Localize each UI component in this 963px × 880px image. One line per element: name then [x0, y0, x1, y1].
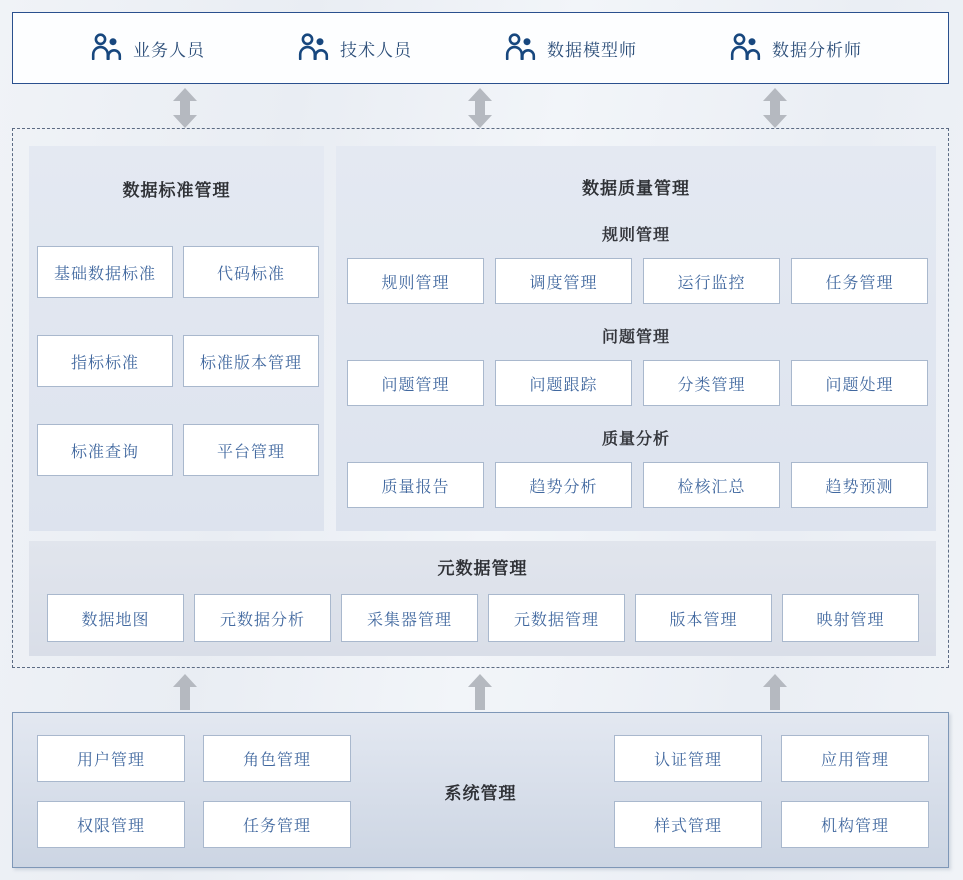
panel-title: 数据标准管理 — [122, 181, 231, 200]
module-box: 权限管理 — [37, 801, 185, 848]
module-box: 认证管理 — [614, 735, 762, 782]
panel-data-quality — [336, 146, 936, 531]
module-box: 问题处理 — [791, 360, 928, 406]
module-box: 分类管理 — [643, 360, 780, 406]
section-subtitle: 问题管理 — [601, 329, 670, 346]
module-box: 应用管理 — [781, 735, 929, 782]
module-box: 平台管理 — [183, 424, 319, 476]
quality-issue-row — [347, 360, 928, 406]
section-subtitle: 质量分析 — [601, 431, 670, 448]
quality-analysis-row — [347, 462, 928, 508]
module-box: 版本管理 — [635, 594, 772, 642]
module-box: 元数据管理 — [488, 594, 625, 642]
module-box: 角色管理 — [203, 735, 351, 782]
panel-system — [12, 712, 949, 868]
module-box: 样式管理 — [614, 801, 762, 848]
module-box: 任务管理 — [203, 801, 351, 848]
double-arrow-icon — [172, 88, 198, 128]
module-box: 机构管理 — [781, 801, 929, 848]
module-box: 数据地图 — [47, 594, 184, 642]
users-icon — [91, 32, 122, 65]
module-box: 趋势分析 — [495, 462, 632, 508]
module-box: 指标标准 — [37, 335, 173, 387]
role-label: 技术人员 — [340, 40, 412, 60]
users-icon — [505, 32, 536, 65]
role-business — [91, 32, 205, 65]
platform-container — [12, 128, 949, 668]
module-box: 采集器管理 — [341, 594, 478, 642]
double-arrow-icon — [762, 88, 788, 128]
role-label: 数据模型师 — [547, 40, 637, 60]
module-box: 问题管理 — [347, 360, 484, 406]
module-box: 调度管理 — [495, 258, 632, 304]
standard-module-grid — [37, 246, 319, 476]
module-box: 检核汇总 — [643, 462, 780, 508]
module-box: 规则管理 — [347, 258, 484, 304]
role-label: 业务人员 — [133, 40, 205, 60]
up-arrow-icon — [762, 674, 788, 710]
double-arrow-icon — [467, 88, 493, 128]
module-box: 标准查询 — [37, 424, 173, 476]
role-data-analyst — [730, 32, 862, 65]
module-box: 运行监控 — [643, 258, 780, 304]
up-arrow-icon — [172, 674, 198, 710]
role-technical — [298, 32, 412, 65]
module-box: 任务管理 — [791, 258, 928, 304]
module-box: 映射管理 — [782, 594, 919, 642]
users-icon — [730, 32, 761, 65]
module-box: 趋势预测 — [791, 462, 928, 508]
module-box: 标准版本管理 — [183, 335, 319, 387]
panel-title: 数据质量管理 — [582, 179, 690, 198]
section-subtitle: 规则管理 — [601, 227, 670, 244]
role-label: 数据分析师 — [772, 40, 862, 60]
panel-title: 系统管理 — [444, 784, 517, 803]
metadata-module-row — [47, 594, 919, 642]
panel-metadata — [29, 541, 936, 656]
module-box: 问题跟踪 — [495, 360, 632, 406]
module-box: 元数据分析 — [194, 594, 331, 642]
roles-bar — [12, 12, 949, 84]
module-box: 代码标准 — [183, 246, 319, 298]
quality-rule-row — [347, 258, 928, 304]
module-box: 基础数据标准 — [37, 246, 173, 298]
role-data-modeler — [505, 32, 637, 65]
up-arrow-icon — [467, 674, 493, 710]
module-box: 质量报告 — [347, 462, 484, 508]
panel-title: 元数据管理 — [437, 559, 528, 578]
panel-data-standard — [29, 146, 324, 531]
users-icon — [298, 32, 329, 65]
module-box: 用户管理 — [37, 735, 185, 782]
